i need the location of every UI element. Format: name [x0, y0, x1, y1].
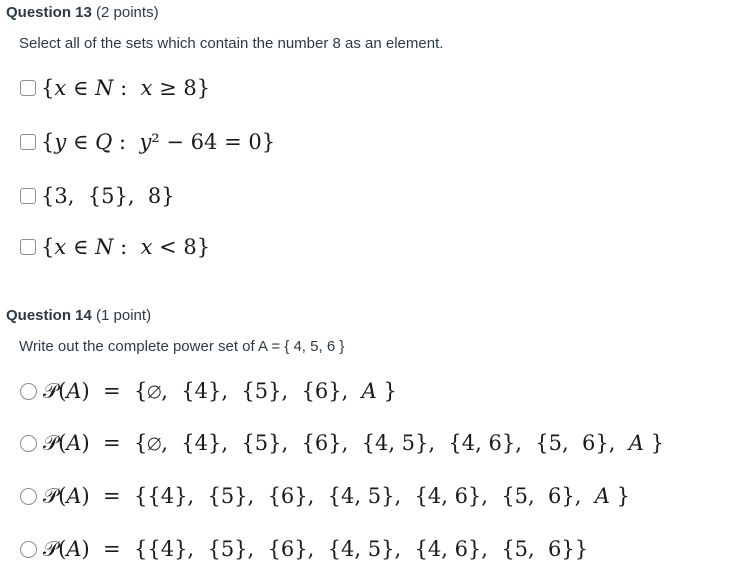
checkbox[interactable]	[20, 134, 36, 150]
option-label: {𝑥 ∈ 𝑁 : 𝑥 < 8}	[41, 235, 211, 259]
q14-option-2[interactable]	[20, 426, 664, 460]
question-14-prompt: Write out the complete power set of A = { 4, 5, 6 }	[19, 338, 345, 355]
checkbox[interactable]	[20, 80, 36, 96]
q14-option-1[interactable]	[20, 374, 397, 408]
q14-option-3[interactable]	[20, 479, 630, 513]
option-label: {3, {5}, 8}	[41, 184, 175, 208]
question-13-points: (2 points)	[96, 4, 159, 21]
question-14-points: (1 point)	[96, 307, 152, 324]
question-14-header	[6, 307, 151, 324]
q13-option-2[interactable]	[20, 125, 275, 159]
option-label: 𝒫(𝐴) = {{4}, {5}, {6}, {4, 5}, {4, 6}, {5, 6}, 𝐴 }	[43, 483, 631, 508]
q13-option-1[interactable]	[20, 71, 210, 105]
q13-option-3[interactable]	[20, 179, 175, 213]
question-13-prompt: Select all of the sets which contain the number 8 as an element.	[19, 35, 444, 52]
option-label: 𝒫(𝐴) = {∅, {4}, {5}, {6}, 𝐴 }	[43, 378, 397, 403]
radio-button[interactable]	[20, 541, 37, 558]
radio-button[interactable]	[20, 488, 37, 505]
option-label: {𝑦 ∈ 𝑄 : 𝑦² − 64 = 0}	[41, 130, 276, 154]
option-label: {𝑥 ∈ 𝑁 : 𝑥 ≥ 8}	[41, 76, 211, 100]
q13-option-4[interactable]	[20, 230, 210, 264]
question-14-title: Question 14	[6, 307, 92, 324]
radio-button[interactable]	[20, 435, 37, 452]
q14-option-4[interactable]	[20, 532, 588, 566]
question-13-title: Question 13	[6, 4, 92, 21]
question-13-header	[6, 4, 159, 21]
option-label: 𝒫(𝐴) = {∅, {4}, {5}, {6}, {4, 5}, {4, 6}, {5, 6}, 𝐴 }	[43, 430, 664, 455]
option-label: 𝒫(𝐴) = {{4}, {5}, {6}, {4, 5}, {4, 6}, {5, 6}}	[43, 536, 589, 561]
radio-button[interactable]	[20, 383, 37, 400]
checkbox[interactable]	[20, 239, 36, 255]
checkbox[interactable]	[20, 188, 36, 204]
